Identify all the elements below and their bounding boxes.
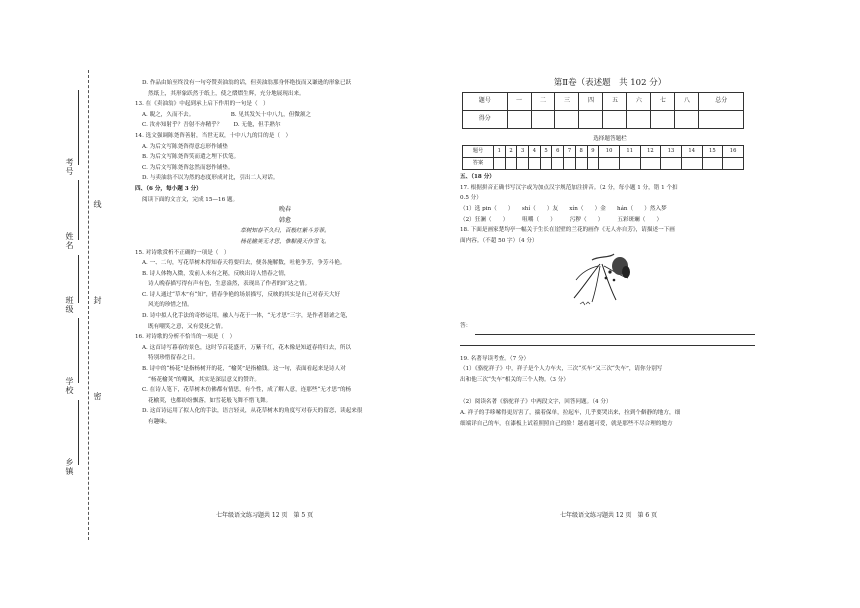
score-header-cell: 五 [603,92,627,110]
answer-cell[interactable] [640,158,661,170]
score-header-cell: 六 [627,92,651,110]
answer-number-cell: 7 [564,146,576,158]
answer-row-label: 答案 [463,158,494,170]
answer-table [462,145,744,170]
answer-number-cell: 2 [505,146,517,158]
answer-cell[interactable] [517,158,529,170]
score-header-cell: 二 [531,92,555,110]
orchid-painting [540,250,660,312]
answer-cell[interactable] [575,158,587,170]
answer-cell[interactable] [702,158,723,170]
score-cell[interactable] [627,110,651,128]
answer-cell[interactable] [505,158,517,170]
text-line: 细端详自己的车，在漆板上试着照照自己的脸！越看越可爱，就是那些不尽合理的地方 [460,420,673,427]
answer-number-cell: 10 [599,146,620,158]
text-line: C. 汝亦知射乎？吾射不亦精乎？ D. 无他，但手熟尔 [142,122,281,129]
answer-number-cell: 12 [640,146,661,158]
answer-number-cell: 6 [552,146,564,158]
seal-char-seal: 封 [93,296,102,304]
text-line: A. 祥子的手哆嗦得更厉害了，揣着保单，拉起车，几乎要哭出来，拉到个僻静的地方，细 [460,409,681,416]
score-cell[interactable] [531,110,555,128]
text-line: A. 睨之，久而不去。 B. 见其发矢十中八九，但微颔之 [142,111,312,118]
score-header-cell: 七 [651,92,675,110]
score-cell[interactable] [579,110,603,128]
answer-cell[interactable] [493,158,505,170]
text-line: 既有嘲笑之意，又有爱抚之情。 [148,323,227,330]
text-line: D. 与卖油翁不以为然的态度形成对比，引出二人对话。 [142,175,279,182]
field-school: 学校 [65,377,74,395]
seal-char-line: 线 [93,200,102,208]
text-line: 阅读下面的文言文，完成 15—16 题。 [142,196,239,203]
score-header-cell: 题号 [463,92,508,110]
text-line: D. 作品由始至终没有一句夸赞卖油翁的话，但卖油翁那身怀绝技而又谦逊的形象已跃 [142,80,352,86]
text-line: （1）选 pin（ ） shí（ ）友 xín（ ）金 hán（ ）然入梦 [460,205,667,212]
text-line: 17. 根据拼音正确书写汉字或为加点汉字规范加注拼音。（2 分，每小题 1 分，错 1 个扣 [460,184,678,191]
score-header-cell: 八 [675,92,699,110]
answer-cell[interactable] [564,158,576,170]
text-line: B. 为后文写陈尧咨笑而遣之埋下伏笔。 [142,154,240,161]
text-line: 草树知春不久归，百般红紫斗芳菲。 [240,228,330,235]
score-cell[interactable] [675,110,699,128]
page-5 [135,78,435,428]
binding-line [88,70,89,540]
answer-number-cell: 16 [723,146,744,158]
score-header-cell: 四 [579,92,603,110]
answer-line-2[interactable] [460,335,755,346]
answer-number-cell: 11 [619,146,640,158]
score-header-cell: 总分 [699,92,744,110]
volume-title: 第Ⅱ卷（表述题 共 102 分） [553,78,667,88]
text-line: 晚春 [278,206,291,214]
field-township: 乡镇 [65,458,74,476]
text-line: 四、（6 分，每小题 3 分） [135,185,202,192]
text-line: 有趣味。 [148,419,171,425]
answer-number-cell: 9 [587,146,599,158]
text-line: 风光的珍惜之情。 [148,302,193,309]
answer-cell[interactable] [540,158,552,170]
text-line: 韩愈 [278,216,291,224]
seal-char-secret: 密 [93,392,102,400]
answer-number-cell: 5 [540,146,552,158]
text-line: 诗人晚春描写得有声有色，生意盎然，表现出了作者的旷达之情。 [148,281,311,288]
text-line: 13. 在《卖油翁》中起到承上启下作用的一句是（ ） [135,101,269,108]
answer-cell[interactable] [661,158,682,170]
score-row-label: 得分 [463,110,508,128]
text-line: C. 诗人通过“草木”有“知”，借春争艳的场景描写，反映的其实是自己对春天大好 [142,291,341,298]
answer-line-1[interactable] [475,324,755,335]
field-exam-number: 考号 [65,158,74,176]
text-line: D. 这首诗运用了拟人化的手法，语言轻灵，从花草树木的角度写对春天的留恋，读起来很 [142,408,363,415]
text-line: 五、（18 分） [460,174,495,181]
text-line: 特别珍惜留春之日。 [148,355,199,362]
text-line: B. 诗人体物入微，发前人未有之秘，反映出诗人惜春之情， [142,270,290,277]
text-line: 杨花榆荚无才思，惟解漫天作雪飞。 [240,238,330,245]
score-cell[interactable] [507,110,531,128]
answer-number-cell: 3 [517,146,529,158]
text-line: （1）《骆驼祥子》中，祥子是个人力车夫，三次“买车”又三次“失车”，请你分别写 [460,366,663,373]
answer-table-title: 选择题答题栏 [593,135,627,142]
field-township-line [78,400,79,465]
text-line: 然纸上，其形象跃然于纸上，使之熠熠生辉，充分地展现出来。 [148,90,305,97]
answer-number-cell: 14 [681,146,702,158]
answer-cell[interactable] [529,158,541,170]
page-6-content-bottom [460,354,760,430]
answer-number-cell: 15 [702,146,723,158]
field-school-line [78,318,79,383]
page-5-footer: 七年级语文练习题共 12 页 第 5 页 [216,512,314,519]
text-line: 18. 下面是画家楚均亭一幅关于生长在崖壁的兰花的画作《无人亦自芳》，请描述一下画 [460,227,675,234]
text-line: 面内容。（不超 50 字）（4 分） [460,237,538,244]
field-name: 姓名 [65,232,74,250]
score-cell[interactable] [651,110,675,128]
answer-label: 答： [460,322,472,329]
answer-cell[interactable] [587,158,599,170]
page-6 [460,78,760,429]
page-5-content [135,78,435,428]
answer-number-cell: 1 [493,146,505,158]
text-line: （2）狂澜（ ） 咀嚼（ ） 污秽（ ） 五彩斑斓（ ） [460,216,663,223]
text-line: A. 这首诗写暮春的景色，这时节百花盛开，万紫千红，花木像是知道春将归去，所以 [142,344,351,351]
text-line: （2）阅读名著《骆驼祥子》中两段文字，回答问题。（4 分） [460,399,612,406]
text-line: B. 诗中的“杨花”是指杨树开的花，“榆荚”是指榆钱。这一句，表面看起来是诗人对 [142,366,346,373]
answer-cell[interactable] [552,158,564,170]
answer-number-cell: 13 [661,146,682,158]
answer-number-cell: 8 [575,146,587,158]
text-line: A. 为后文写陈尧咨得意忘形作铺垫 [142,143,228,150]
text-line: D. 诗中拟人化手法的奇妙运用，融人与花于一体，“无才思”三字，是作者谐谑之笔， [142,313,352,320]
answer-number-cell: 4 [529,146,541,158]
page-6-footer: 七年级语文练习题共 12 页 第 6 页 [560,512,658,519]
text-line: A. 一、二句，写花草树木得知春天将要归去，便各施解数，吐艳争芳，争芳斗艳。 [142,260,346,267]
text-line: C. 为后文写陈尧咨忿然而怒作铺垫。 [142,164,234,171]
score-header-cell: 一 [507,92,531,110]
field-class: 班级 [65,296,74,314]
score-header-cell: 三 [555,92,579,110]
answer-cell[interactable] [619,158,640,170]
score-cell[interactable] [555,110,579,128]
score-table [462,92,744,129]
answer-cell[interactable] [599,158,620,170]
field-name-line [78,180,79,240]
field-class-line [78,255,79,303]
text-line: 14. 选文强调陈尧咨善射，当世无双，十中八九的目的是（ ） [135,132,292,139]
answer-cell[interactable] [723,158,744,170]
text-line: 出和他三次“失车”相关的三个人物。（3 分） [460,376,569,383]
text-line: 15. 对诗歌赏析不正确的一项是（ ） [135,249,230,256]
answer-number-label: 题号 [463,146,494,158]
text-line: 19. 名著导读考查。（7 分） [460,355,530,362]
text-line: 花榆荚，也都纷纷飘落，如雪花般飞舞不惜飞舞。 [148,397,272,404]
text-line: 16. 对诗歌的分析不恰当的一项是（ ） [135,334,236,341]
score-cell[interactable] [603,110,627,128]
answer-cell[interactable] [681,158,702,170]
text-line [460,385,760,397]
text-line: “杨花榆荚”的嘲讽，其实是深层意义的赞许。 [148,376,261,383]
text-line: 0.5 分） [460,195,482,202]
text-line: C. 在诗人笔下，花草树木仿佛都有情思，有个性，成了解人意，连那些“无才思”的杨 [142,387,352,394]
field-exam-number-line [78,90,79,165]
page-6-content-top [460,172,760,246]
score-cell[interactable] [699,110,744,128]
